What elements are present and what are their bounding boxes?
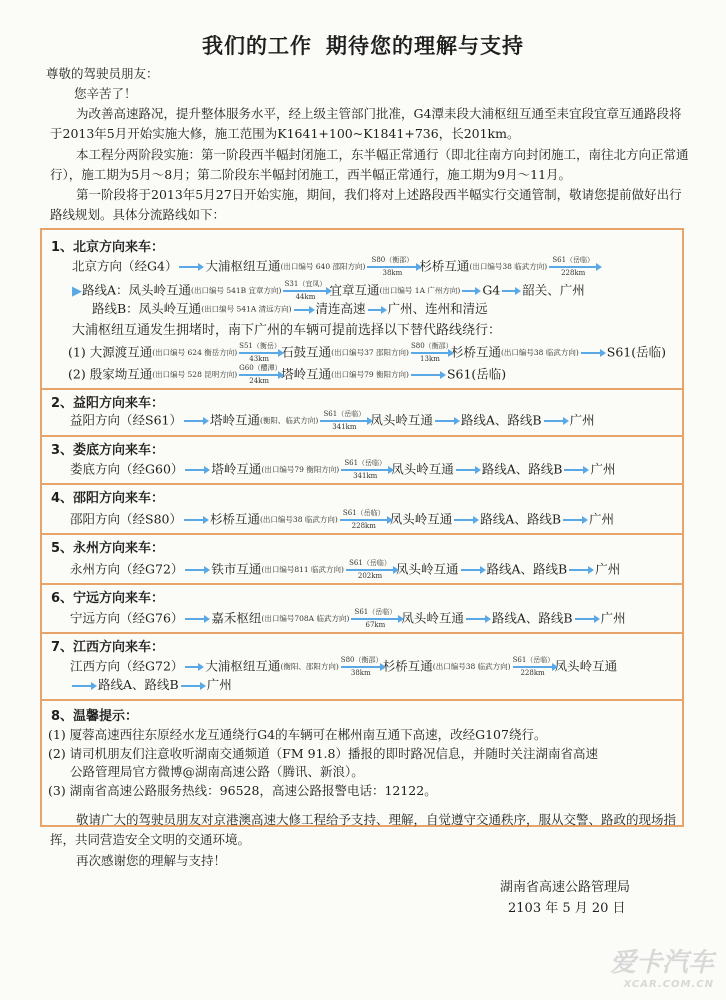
route-row: 益阳方向（经S61） 塔岭互通(衡阳、临武方向) S61（岳临） 341km 凤头岭互通 路线A、路线B 广州: [70, 410, 595, 431]
tip-1: (1) 厦蓉高速西往东原经水龙互通绕行G4的车辆可在郴州南互通下高速，改经G107绕行。: [48, 727, 547, 742]
road-arrow: S61（岳临） 228km: [512, 656, 555, 677]
route-row: (2) 殷家坳互通(出口编号 528 昆明方向) G60（醴潭） 24km 塔岭互通(出口编号79 衡阳方向) S61(岳临): [68, 364, 507, 385]
closing-text: 敬请广大的驾驶员朋友对京港澳高速大修工程给予支持、理解，自觉遵守交通秩序，服从交警、路政的现场指挥，共同营造安全文明的交通环境。: [50, 812, 677, 847]
tip-2: (2) 请司机朋友们注意收听湖南交通频道（FM 91.8）播报的即时路况信息，并随时关注湖南省高速: [48, 746, 598, 761]
para-3: 第一阶段将于2013年5月27日开始实施，期间，我们将对上述路段西半幅实行交通管制，敬请您提前做好出行路线规划。具体分流路线如下：: [50, 187, 682, 222]
road-arrow: S61（岳临） 341km: [341, 459, 389, 481]
signature-org: 湖南省高速公路管理局: [500, 880, 631, 895]
route-row: ▶路线A：凤头岭互通(出口编号 541B 宜章方向) S31（宜凤） 44km 宜章互通(出口编号 1A 广州方向) G4 韶关、广州: [72, 280, 585, 301]
road-arrow: S80（衡邵） 13km: [410, 342, 453, 363]
route-row: 永州方向（经G72） 铁市互通(出口编号811 临武方向) S61（岳临） 202km 凤头岭互通 路线A、路线B 广州: [70, 559, 621, 580]
route-row: 娄底方向（经G60） 塔岭互通(出口编号79 衡阳方向) S61（岳临） 341km 凤头岭互通 路线A、路线B 广州: [70, 459, 616, 480]
section-yongzhou: 5、永州方向来车： 永州方向（经G72） 铁市互通(出口编号811 临武方向) S61（岳临） 202km 凤头岭互通 路线A、路线B 广州: [42, 533, 682, 585]
road-arrow: S31（宜凤） 44km: [284, 280, 327, 301]
section-beijing: [42, 230, 682, 390]
alt-note: 大浦枢纽互通发生拥堵时，南下广州的车辆可提前选择以下替代路线绕行：: [72, 323, 502, 338]
tip-3: (3) 湖南省高速公路服务热线：96528，高速公路报警电话：12122。: [48, 783, 437, 798]
greeting: 尊敬的驾驶员朋友：: [46, 66, 159, 81]
section-ningyuan: 6、宁远方向来车： 宁远方向（经G76） 嘉禾枢纽(出口编号708A 临武方向) S61（岳临） 67km 凤头岭互通 路线A、路线B 广州: [42, 583, 682, 634]
road-arrow: S61（岳临） 202km: [346, 559, 394, 581]
arrow: [179, 266, 199, 268]
section-shaoyang: 4、邵阳方向来车： 邵阳方向（经S80） 杉桥互通(出口编号38 临武方向) S61（岳临） 228km 凤头岭互通 路线A、路线B 广州: [42, 483, 682, 535]
road-arrow: S80（衡邵） 38km: [340, 656, 383, 677]
road-arrow: S51（衡岳） 43km: [239, 342, 281, 363]
road-arrow: S61（岳临） 67km: [351, 608, 399, 630]
thanks-text: 再次感谢您的理解与支持！: [76, 853, 227, 868]
section-tips: 8、温馨提示：: [51, 709, 139, 724]
route-row: 宁远方向（经G76） 嘉禾枢纽(出口编号708A 临武方向) S61（岳临） 67km 凤头岭互通 路线A、路线B 广州: [70, 608, 626, 629]
tip-2-cont: 公路管理局官方微博@湖南高速公路（腾讯、新浪）。: [70, 764, 364, 779]
para-0: 您辛苦了！: [74, 86, 137, 101]
road-arrow: G60（醴潭） 24km: [239, 364, 282, 385]
para-1: 为改善高速路况，提升整体服务水平，经上级主管部门批准，G4潭耒段大浦枢纽互通至耒宜段宜章互通路段将于2013年5月开始实施大修，施工范围为K1641+100~K1841+736，长201km。: [50, 106, 682, 141]
watermark-logo: 爱卡汽车 XCAR.COM.CN: [609, 948, 714, 990]
route-row: 路线A、路线B 广州: [70, 676, 232, 694]
route-row: 路线B：凤头岭互通(出口编号 541A 清远方向) 清连高速 广州、连州和清远: [92, 301, 488, 316]
road-arrow: S61（岳临） 228km: [549, 256, 597, 278]
road-arrow: S61（岳临） 341km: [320, 410, 368, 432]
route-row: 邵阳方向（经S80） 杉桥互通(出口编号38 临武方向) S61（岳临） 228km 凤头岭互通 路线A、路线B 广州: [70, 509, 615, 530]
route-row: (1) 大源渡互通(出口编号 624 衡岳方向) S51（衡岳） 43km 石鼓互通(出口编号37 邵阳方向) S80（衡邵） 13km 杉桥互通(出口编号38 临武方向) S61(岳临): [68, 342, 666, 363]
road-arrow: S80（衡邵） 38km: [367, 256, 417, 278]
section-loudi: 3、娄底方向来车： 娄底方向（经G60） 塔岭互通(出口编号79 衡阳方向) S61（岳临） 341km 凤头岭互通 路线A、路线B 广州: [42, 435, 682, 485]
route-row: 北京方向（经G4） 大浦枢纽互通(出口编号 640 邵阳方向) S80（衡邵） 38km 杉桥互通(出口编号38 临武方向) S61（岳临） 228km: [72, 256, 599, 278]
signature-date: 2103 年 5 月 20 日: [508, 901, 626, 916]
section-yiyang: 2、益阳方向来车： 益阳方向（经S61） 塔岭互通(衡阳、临武方向) S61（岳临） 341km 凤头岭互通 路线A、路线B 广州: [42, 388, 682, 437]
section-heading: 1、北京方向来车：: [51, 240, 165, 255]
route-row: 江西方向（经G72） 大浦枢纽互通(衡阳、邵阳方向) S80（衡邵） 38km 杉桥互通(出口编号38 临武方向) S61（岳临） 228km 凤头岭互通: [70, 656, 618, 677]
road-arrow: S61（岳临） 228km: [340, 509, 388, 531]
para-2: 本工程分两阶段实施：第一阶段西半幅封闭施工，东半幅正常通行（即北往南方向封闭施工，南往北方向正常通行），施工期为5月～8月；第二阶段东半幅封闭施工，西半幅正常通行，施工期为9月～11月。: [50, 147, 689, 182]
section-jiangxi: 7、江西方向来车： 江西方向（经G72） 大浦枢纽互通(衡阳、邵阳方向) S80（衡邵） 38km 杉桥互通(出口编号38 临武方向) S61（岳临） 228km 凤头岭互通 路线A、路线B 广州: [42, 632, 682, 701]
page-title: 我们的工作 期待您的理解与支持: [202, 34, 524, 58]
